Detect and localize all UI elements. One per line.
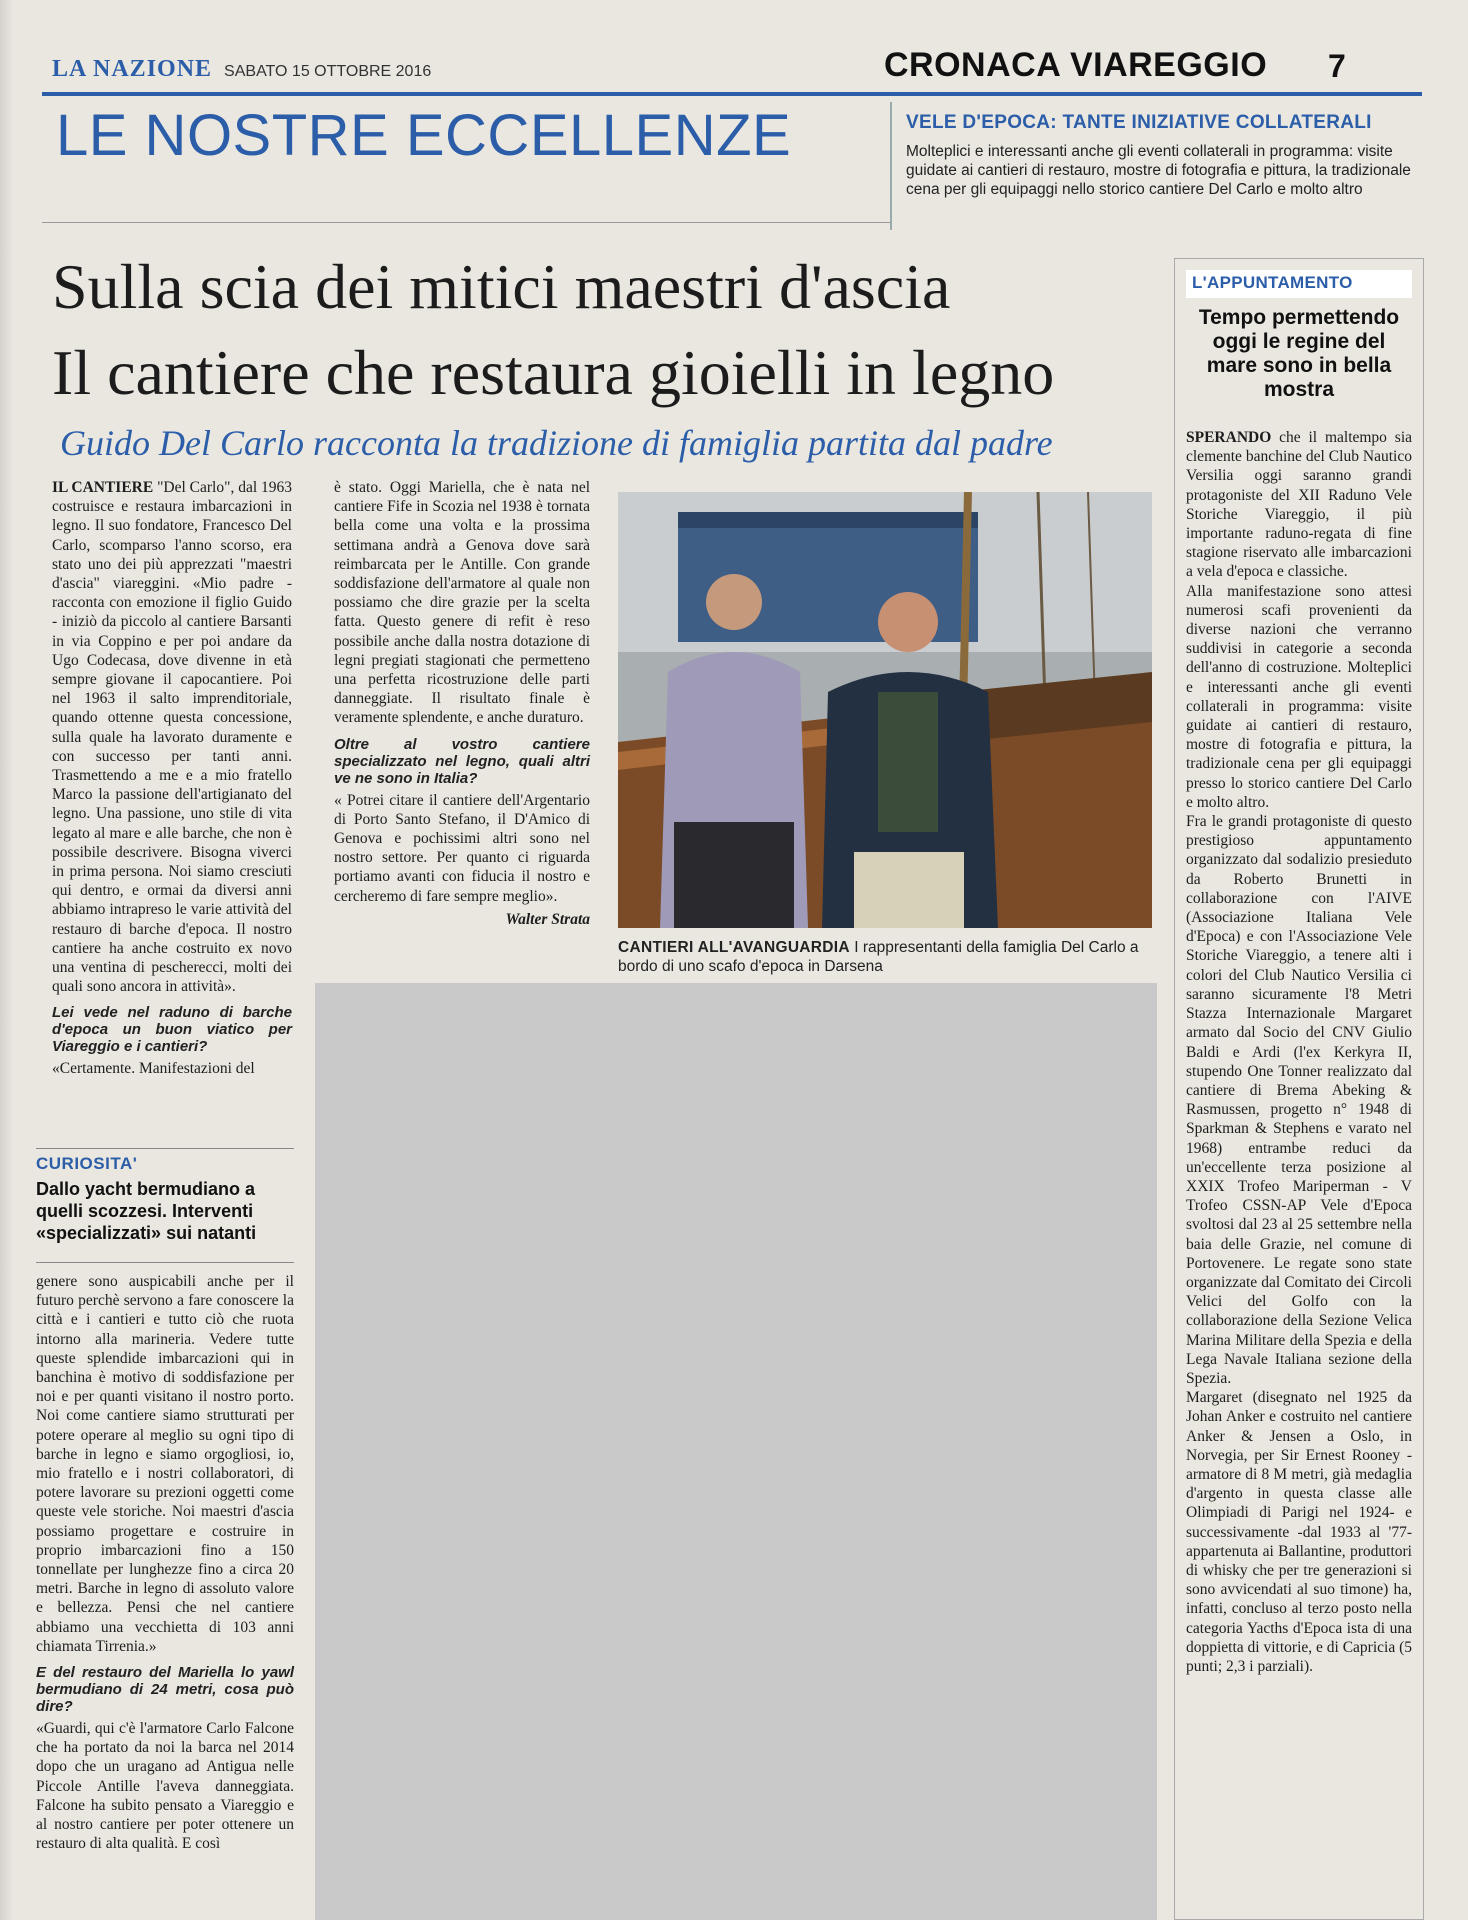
appuntamento-text-4: Margaret (disegnato nel 1925 da Johan Anker e costruito nel cantiere Anker & Jensen a Oslo, in Norvegia, per Sir Ernest Rooney -armatore di 8 M metri, già medaglia d'argento in questa classe alle Olimpiadi di Parigi nel 1924- e successivamente -dal 1933 al '77- appartenuta ai Ballantine, produttori di whisky che per tre generazioni si sono avvicendati al suo timone) ha, infatti, concluso al terzo posto nella categoria Yacths d'Epoca ista di una doppietta di vittorie, e di Capricia (5 punti; 2,3 i parziali). bbox=[1186, 1389, 1412, 1675]
curiosita-top-rule bbox=[36, 1148, 294, 1149]
photo-caption-text: I rappresentanti della famiglia Del Carlo a bordo di uno scafo d'epoca in Darsena bbox=[618, 939, 1139, 975]
appuntamento-kicker: L'APPUNTAMENTO bbox=[1186, 270, 1412, 298]
page-kicker: LE NOSTRE ECCELLENZE bbox=[56, 103, 792, 168]
article-photo bbox=[618, 492, 1152, 928]
appuntamento-text-3: Fra le grandi protagoniste di questo prestigioso appuntamento organizzato dal sodalizio presieduto da Roberto Brunetti in collaborazione con l'AIVE (Associazione Italiana Vele d'Epoca) e con l'Associazione Vele Storiche Viareggio, a tenere alti i colori del Club Nautico Versilia ci saranno sicuramente l'8 Metri Stazza Internazionale Margaret armato dal Socio del CNV Giulio Baldi e Ardi (l'ex Kerkyra II, stupendo One Tonner realizzato dal cantiere di Brema Abeking & Rasmussen, progetto n° 1948 di Sparkman & Stephens e varato nel 1968) entrambe reduci da un'eccellente terza posizione al XXIX Trofeo Mariperman - V Trofeo CSSN-AP Vele d'Epoca svoltosi dal 23 al 25 settembre nella baia delle Grazie, nel comune di Portovenere. Le regate sono state organizzate dal Comitato dei Circoli Velici del Golfo con la collaborazione della Sezione Velica Marina Militare della Spezia e della Lega Navale Italiana sezione della Spezia. bbox=[1186, 813, 1412, 1387]
appuntamento-column bbox=[1186, 428, 1412, 1676]
blank-ad-space bbox=[315, 983, 1157, 1920]
issue-date: SABATO 15 OTTOBRE 2016 bbox=[224, 63, 432, 80]
header-rule bbox=[42, 92, 1422, 96]
interview-question-1: Lei vede nel raduno di barche d'epoca un buon viatico per Viareggio e i cantieri? bbox=[52, 1004, 292, 1056]
appuntamento-text-2: Alla manifestazione sono attesi numerosi scafi provenienti da diverse nazioni che verranno suddivisi in categorie a seconda dell'anno di costruzione. Molteplici e interessanti anche gli eventi collaterali in programma: visite guidate ai cantieri di restauro, mostre di fotografia e pittura, la tradizionale cena per gli equipaggi presso lo storico cantiere Del Carlo e molto altro. bbox=[1186, 582, 1412, 811]
photo-caption-title: CANTIERI ALL'AVANGUARDIA bbox=[618, 939, 850, 956]
boat-deck-photo-illustration bbox=[618, 492, 1152, 928]
page-number: 7 bbox=[1328, 48, 1346, 84]
article-title-line1: Sulla scia dei mitici maestri d'ascia bbox=[52, 251, 951, 322]
appuntamento-text-1: che il maltempo sia clemente banchine del Club Nautico Versilia oggi saranno grandi protagoniste del XII Raduno Vele Storiche Viareggio, il più importante raduno-regata di fine stagione riservato alle imbarcazioni a vela d'epoca e classiche. bbox=[1186, 429, 1413, 581]
paper-edge bbox=[0, 0, 14, 1920]
appuntamento-headline: Tempo permettendo oggi le regine del mare sono in bella mostra bbox=[1198, 306, 1400, 401]
photo-caption bbox=[618, 938, 1158, 976]
article-column-2 bbox=[334, 478, 590, 929]
column-1b-text: genere sono auspicabili anche per il futuro perchè servono a fare conoscere la città e i cantieri e tutto ciò che ruota intorno alla marineria. Vedere tutte queste splendide imbarcazioni qui in banchina è motivo di soddisfazione per noi e per quanti visitano il nostro porto. Noi come cantiere siamo strutturati per potere operare al meglio su ogni tipo di barche in legno e siamo orgogliosi, io, mio fratello e i nostri collaboratori, di potere lavorare su prezioni oggetti come queste vele storiche. Noi maestri d'ascia possiamo progettare e costruire in proprio imbarcazioni fino a 150 tonnellate per lunghezze fino a circa 20 metri. Barche in legno di assoluto valore e bellezza. Pensi che nel cantiere abbiamo una vecchietta di 103 anni chiamata Tirrenia.» bbox=[36, 1273, 294, 1655]
lead-word: IL CANTIERE bbox=[52, 479, 154, 496]
vele-epoca-title: VELE D'EPOCA: TANTE INIZIATIVE COLLATERALI bbox=[906, 112, 1372, 133]
article-title-line2: Il cantiere che restaura gioielli in legno bbox=[52, 337, 1055, 408]
interview-answer-3: «Guardi, qui c'è l'armatore Carlo Falcone che ha portato da noi la barca nel 2014 dopo che un uragano ad Antigua nelle Piccole Antille l'aveva danneggiata. Falcone ha subito pensato a Viareggio e al nostro cantiere per poter ottenere un restauro di alta qualità. E così bbox=[36, 1720, 294, 1853]
vele-epoca-text: Molteplici e interessanti anche gli eventi collaterali in programma: visite guidate ai cantieri di restauro, mostre di fotografia e pittura, la tradizionale cena per gli equipaggi nello storico cantiere Del Carlo e molto altro bbox=[906, 143, 1411, 198]
curiosita-box bbox=[36, 1154, 296, 1244]
kicker-rule bbox=[42, 222, 892, 223]
column-2-text: è stato. Oggi Mariella, che è nata nel cantiere Fife in Scozia nel 1938 è tornata bella come una volta e la prossima settimana andrà a Genova dove sarà reimbarcata per le Antille. Con grande soddisfazione dell'armatore al quale non possiamo che dire grazie per la scelta fatta. Questo genere di refit è reso possibile anche dalla nostra dotazione di legni pregiati stagionati che permetteno una perfetta ricostruzione delle parti danneggiate. Il risultato finale è veramente splendente, e anche duraturo. bbox=[334, 479, 590, 727]
article-column-1-continued bbox=[36, 1272, 294, 1853]
author-signature: Walter Strata bbox=[505, 910, 590, 928]
vele-epoca-box bbox=[890, 102, 1430, 230]
curiosita-kicker: CURIOSITA' bbox=[36, 1154, 138, 1173]
column-1-text: "Del Carlo", dal 1963 costruisce e restaura imbarcazioni in legno. Il suo fondatore, Francesco Del Carlo, scomparso l'anno scorso, era stato uno dei più apprezzati "maestri d'ascia" viareggini. «Mio padre - racconta con emozione il figlio Guido - iniziò da piccolo al cantiere Barsanti in via Coppino e per poi andare da Ugo Codecasa, dove divenne in età sempre giovane il capocantiere. Poi nel 1963 il salto imprenditoriale, quando ottenne questa concessione, sulla quale ha lavorato duramente e con successo per tanti anni. Trasmettendo a me e a mio fratello Marco la passione dell'artigianato del legno. Una passione, uno stile di vita legato al mare e alle barche, che non è possibile descrivere. Bisogna viverci in prima persona. Noi siamo cresciuti qui dentro, e ormai da diversi anni abbiamo intrapreso le varie attività del restauro di barche d'epoca. Il nostro cantiere ha anche costruito ex novo una ventina di pescherecci, molti dei quali sono ancora in attività». bbox=[52, 479, 292, 996]
newspaper-logo: LA NAZIONE bbox=[52, 56, 213, 82]
curiosita-headline: Dallo yacht bermudiano a quelli scozzesi. Interventi «specializzati» sui natanti bbox=[36, 1179, 257, 1243]
interview-answer-2: « Potrei citare il cantiere dell'Argentario di Porto Santo Stefano, il D'Amico di Genova e pochissimi altri sono nel nostro settore. Per quanto ci riguarda portiamo avanti con fiducia il nostro e cercheremo di fare sempre meglio». bbox=[334, 791, 590, 905]
interview-answer-1-start: «Certamente. Manifestazioni del bbox=[52, 1060, 255, 1078]
section-title: CRONACA VIAREGGIO bbox=[884, 46, 1268, 84]
article-column-1 bbox=[52, 478, 292, 1079]
curiosita-bottom-rule bbox=[36, 1262, 294, 1263]
interview-question-2: Oltre al vostro cantiere specializzato nel legno, quali altri ve ne sono in Italia? bbox=[334, 735, 590, 787]
interview-question-3: E del restauro del Mariella lo yawl bermudiano di 24 metri, cosa può dire? bbox=[36, 1664, 294, 1716]
masthead bbox=[52, 56, 431, 86]
article-subtitle: Guido Del Carlo racconta la tradizione di famiglia partita dal padre bbox=[60, 423, 1053, 463]
appuntamento-lead: SPERANDO bbox=[1186, 429, 1272, 446]
